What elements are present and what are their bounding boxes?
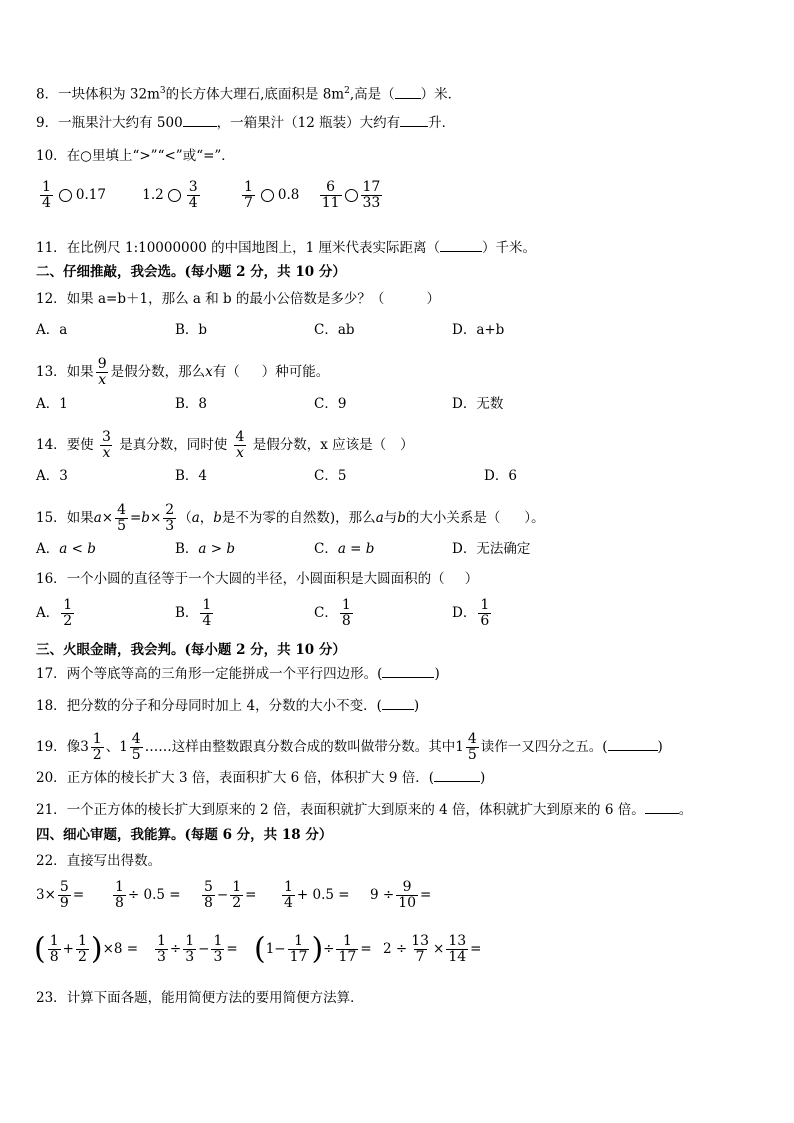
compare-item-3: $\frac{1}{7}$ 0.8: [243, 179, 300, 211]
option-c[interactable]: C．5: [314, 468, 347, 484]
answer-blank[interactable]: [400, 126, 428, 127]
option-a[interactable]: A． $\frac{1}{2}$: [36, 597, 73, 629]
question-23: 23．计算下面各题，能用简便方法的要用简便方法算．: [36, 990, 364, 1006]
option-d[interactable]: D．无数: [452, 396, 504, 412]
calc-expression: ( $\frac{1}{8}$ + $\frac{1}{2}$ )×8 =: [34, 931, 139, 967]
circle-blank[interactable]: [261, 189, 274, 202]
calc-expression: $\frac{1}{3}$ ÷ $\frac{1}{3}$ − $\frac{1}{3}$ =: [157, 933, 238, 965]
circle-blank[interactable]: [59, 189, 72, 202]
answer-blank[interactable]: [645, 813, 679, 814]
answer-blank[interactable]: [434, 781, 480, 782]
option-a[interactable]: A．3: [36, 468, 68, 484]
question-8: 8．一块体积为 $32m^3$的长方体大理石,底面积是 $8m^2$,高是（ ）米．: [36, 86, 462, 103]
option-d[interactable]: D．6: [484, 468, 517, 484]
answer-blank[interactable]: [440, 251, 482, 252]
answer-blank[interactable]: [382, 677, 434, 678]
question-15: 15．如果a× $\frac{4}{5}$ =b× $\frac{2}{3}$ （a，b是不为零的自然数)，那么a与b的大小关系是（ ）。: [36, 502, 545, 534]
option-c[interactable]: C． $\frac{1}{8}$: [314, 597, 351, 629]
option-c[interactable]: C．ab: [314, 322, 355, 338]
option-a[interactable]: A．a < b: [36, 541, 96, 557]
question-14: 14．要使 $\frac{3}{x}$ 是真分数，同时使 $\frac{4}{x}$ 是假分数，x 应该是（ ）: [36, 429, 414, 461]
compare-item-1: $\frac{1}{4}$ 0.17: [42, 179, 106, 211]
question-11: 11．在比例尺 1:10000000 的中国地图上，1 厘米代表实际距离（ ）千米。: [36, 240, 537, 256]
question-12: 12．如果 a=b＋1，那么 a 和 b 的最小公倍数是多少？（ ）: [36, 291, 440, 307]
circle-blank[interactable]: [345, 189, 358, 202]
question-10: 10．在○里填上“>”“<”或“=”．: [36, 148, 235, 164]
option-c[interactable]: C．a = b: [314, 541, 375, 557]
option-d[interactable]: D．a+b: [452, 322, 505, 338]
question-17: 17．两个等底等高的三角形一定能拼成一个平行四边形。( ): [36, 666, 440, 682]
question-number: 8．: [36, 86, 59, 103]
option-a[interactable]: A．1: [36, 396, 68, 412]
calc-expression: $\frac{5}{8}$ − $\frac{1}{2}$ =: [204, 879, 257, 911]
calc-expression: 9 ÷ $\frac{9}{10}$ =: [370, 879, 432, 911]
question-19: 19．像3 $\frac{1}{2}$ 、1 $\frac{4}{5}$ ……这样由整数跟真分数合成的数叫做带分数。其中1 $\frac{4}{5}$ 读作一又四分之五。( ): [36, 731, 663, 763]
compare-item-4: $\frac{6}{11}$ $\frac{17}{33}$: [321, 179, 381, 211]
question-21: 21．一个正方体的棱长扩大到原来的 2 倍，表面积就扩大到原来的 4 倍，体积就扩大到原来的 6 倍。 。: [36, 802, 693, 818]
calc-expression: 2 ÷ $\frac{13}{7}$ × $\frac{13}{14}$ =: [383, 933, 482, 965]
question-18: 18．把分数的分子和分母同时加上 4，分数的大小不变．( ): [36, 698, 420, 714]
option-b[interactable]: B． $\frac{1}{4}$: [175, 597, 212, 629]
option-b[interactable]: B．4: [175, 468, 208, 484]
question-22: 22．直接写出得数。: [36, 853, 162, 869]
calc-expression: $\frac{1}{4}$ + 0.5 =: [284, 879, 350, 911]
option-d[interactable]: D． $\frac{1}{6}$: [452, 597, 490, 629]
option-b[interactable]: B．b: [175, 322, 208, 338]
calc-expression: $\frac{1}{8}$ ÷ 0.5 =: [115, 879, 181, 911]
compare-item-2: 1.2 $\frac{3}{4}$: [142, 179, 198, 211]
question-13: 13．如果 $\frac{9}{x}$ 是假分数，那么x有（ ）种可能。: [36, 356, 330, 388]
calc-expression: (1− $\frac{1}{17}$ )÷ $\frac{1}{17}$ =: [254, 931, 372, 967]
question-16: 16．一个小圆的直径等于一个大圆的半径，小圆面积是大圆面积的（ ）: [36, 571, 479, 587]
option-d[interactable]: D．无法确定: [452, 541, 531, 557]
option-c[interactable]: C．9: [314, 396, 347, 412]
option-a[interactable]: A．a: [36, 322, 68, 338]
section-2-heading: 二、仔细推敲，我会选。(每小题 2 分，共 10 分）: [36, 264, 346, 280]
question-20: 20．正方体的棱长扩大 3 倍，表面积扩大 6 倍，体积扩大 9 倍．( ): [36, 770, 486, 786]
answer-blank[interactable]: [382, 709, 414, 710]
compare-row: [38, 180, 384, 211]
circle-blank[interactable]: [168, 189, 181, 202]
option-b[interactable]: B．a > b: [175, 541, 236, 557]
section-3-heading: 三、火眼金睛，我会判。(每小题 2 分，共 10 分）: [36, 642, 346, 658]
question-9: 9．一瓶果汁大约有 500 ，一箱果汁（12 瓶装）大约有 升．: [36, 115, 456, 131]
section-4-heading: 四、细心审题，我能算。(每题 6 分，共 18 分）: [36, 827, 333, 843]
answer-blank[interactable]: [183, 126, 217, 127]
answer-blank[interactable]: [608, 750, 658, 751]
answer-blank[interactable]: [395, 98, 421, 99]
option-b[interactable]: B．8: [175, 396, 208, 412]
calc-expression: 3× $\frac{5}{9}$ =: [36, 879, 85, 911]
